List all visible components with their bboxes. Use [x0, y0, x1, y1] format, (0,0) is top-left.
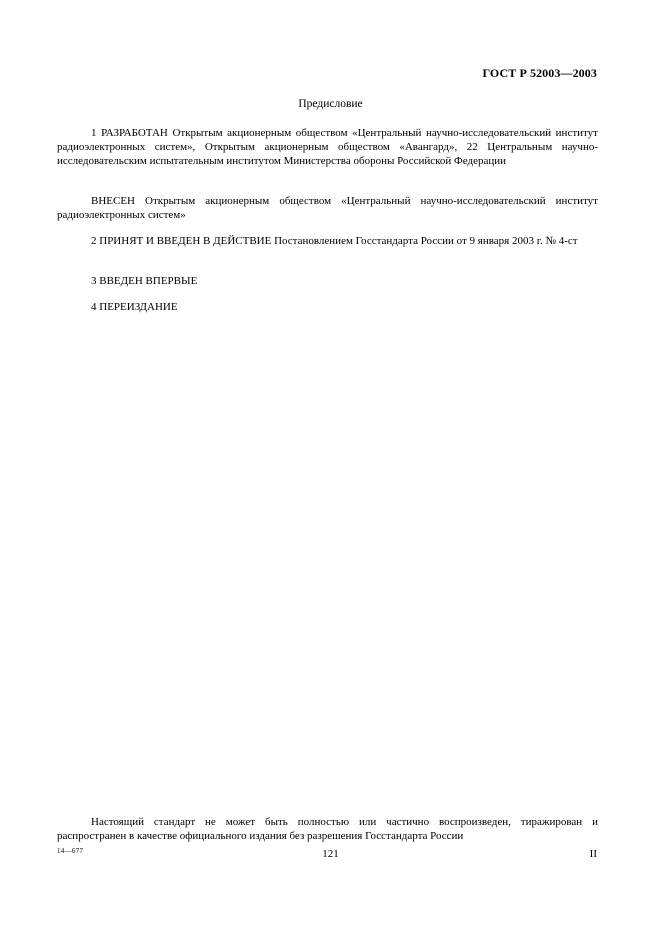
paragraph-reissue [57, 300, 598, 314]
paragraph-text: 1 РАЗРАБОТАН Открытым акционерным обществом «Центральный научно-исследовательский институт радиоэлектронных систем», Открытым акционерным обществом «Авангард», 22 Центральным научно-исследовательским испытательным институтом Министерства обороны Российской Федерации [57, 127, 598, 167]
page-number: 121 [322, 848, 339, 860]
print-code: 14—677 [57, 847, 84, 855]
notice-text: Настоящий стандарт не может быть полностью или частично воспроизведен, тиражирован и распространен в качестве официального издания без разрешения Госстандарта России [57, 816, 598, 842]
roman-page-number: II [589, 848, 597, 860]
copyright-notice [57, 815, 598, 843]
paragraph-first-introduced [57, 274, 598, 288]
paragraph-adopted [57, 234, 598, 248]
paragraph-introduced-by [57, 194, 598, 222]
standard-code-header: ГОСТ Р 52003—2003 [482, 66, 597, 80]
paragraph-text: ВНЕСЕН Открытым акционерным обществом «Центральный научно-исследовательский институт радиоэлектронных систем» [57, 195, 598, 221]
paragraph-developed-by [57, 126, 598, 168]
paragraph-text: 4 ПЕРЕИЗДАНИЕ [91, 301, 178, 313]
section-title: Предисловие [298, 98, 363, 110]
paragraph-text: 2 ПРИНЯТ И ВВЕДЕН В ДЕЙСТВИЕ Постановлением Госстандарта России от 9 января 2003 г. № 4-ст [91, 235, 578, 247]
paragraph-text: 3 ВВЕДЕН ВПЕРВЫЕ [91, 275, 198, 287]
